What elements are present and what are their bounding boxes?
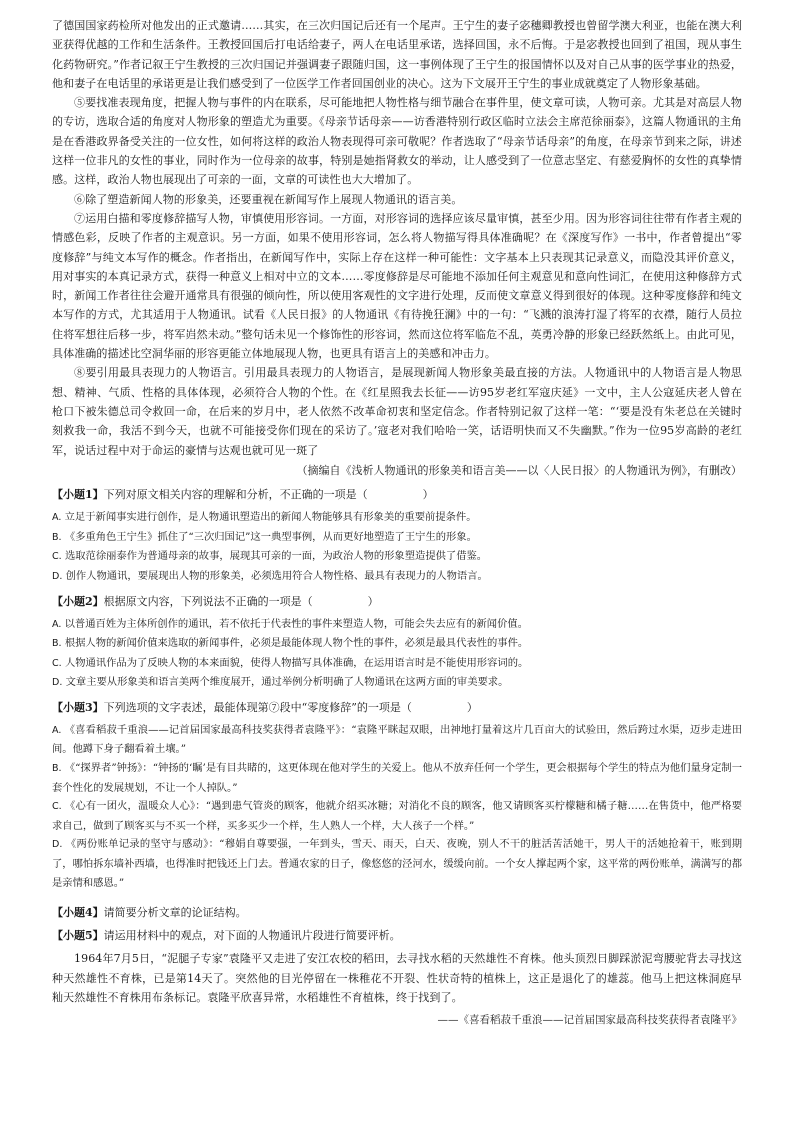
question-2 xyxy=(52,592,742,693)
q2-option-d-text: 文章主要从形象美和语言美两个维度展开，通过举例分析明确了人物通讯在这两方面的审美要求。 xyxy=(65,676,509,689)
q3-option-d-text: 《两份账单记录的坚守与感动》：“穆娟自尊要强，一年到头，雪天、雨天，白天、夜晚，别人不干的脏活苦活她干，男人干的活她抢着干，账到期了，哪怕拆东墙补西墙，也得准时把钱还上门去。普通农家的日子，像悠悠的泾河水，缓缓向前。一个女人撑起两个家，这平常的两份账单，满满写的都是亲情和感恩。” xyxy=(52,838,742,889)
excerpt-text: 1964年7月5日，“泥腿子专家”袁隆平又走进了安江农校的稻田，去寻找水稻的天然雄性不育株。他头顶烈日脚踩淤泥弯腰驼背去寻找这种天然雄性不育株，已是第14天了。突然他的目光停留在一株稚花不开裂、性状奇特的植株上，这正是退化了的雄蕊。他马上把这株洞庭早籼天然雄性不育株用布条标记。袁隆平欣喜异常，水稻雄性不育植株，终于找到了。 xyxy=(52,952,742,1004)
q3-option-b xyxy=(52,759,742,797)
q1-option-a-letter: A. xyxy=(52,512,62,524)
article-body xyxy=(52,16,742,480)
q1-option-a xyxy=(52,508,742,528)
question-4-text: 请简要分析文章的论证结构。 xyxy=(103,906,247,920)
paragraph-5: ⑤要找准表现角度，把握人物与事件的内在联系，尽可能地把人物性格与细节融合在事件里，使文章可读，人物可亲。尤其是对高层人物的专访，选取合适的角度对人物形象的塑造尤为重要。《母亲节话母亲——访香港特别行政区临时立法会主席范徐丽泰》，这篇人物通讯的主角是在香港政界备受关注的一位女性，如何将这样的政治人物表现得可亲可敬呢？作者选取了“母亲节话母亲”的角度，在母亲节到来之际，讲述这样一位非凡的女性的事业，同时作为一位母亲的故事，特别是她指肾救女的举动，让人感受到了一位意志坚定、有慈爱胸怀的女性的真挚情感。这样，政治人物也展现出了可亲的一面，文章的可读性也大大增加了。 xyxy=(52,96,742,187)
question-3 xyxy=(52,698,742,892)
paragraph-6: ⑥除了塑造新闻人物的形象美，还要重视在新闻写作上展现人物通讯的语言美。 xyxy=(74,192,463,206)
q2-option-b-text: 根据人物的新闻价值来选取的新闻事件，必须是最能体现人物个性的事件，必须是最具代表性的事件。 xyxy=(64,637,529,650)
question-3-text: 下列选项的文字表述，最能体现第⑦段中“零度修辞”的一项是（ ） xyxy=(103,700,478,714)
excerpt-source: ——《喜看稻菽千重浪——记首届国家最高科技奖获得者袁隆平》 xyxy=(437,1014,742,1027)
q3-option-b-letter: B. xyxy=(52,763,62,775)
q3-option-d xyxy=(52,835,742,892)
q1-option-b xyxy=(52,528,742,548)
question-2-stem xyxy=(52,592,742,611)
q3-option-a-text: 《喜看稻菽千重浪——记首届国家最高科技奖获得者袁隆平》：“袁隆平眯起双眼，出神地打量着这片几百亩大的试验田，然后跨过水渠，迈步走进田间。他蹲下身子翻看着土壤。” xyxy=(52,723,742,756)
paragraph-7: ⑦运用白描和零度修辞描写人物，审慎使用形容词。一方面，对形容词的选择应该尽量审慎，甚至少用。因为形容词往往带有作者主观的情感色彩，反映了作者的主观意识。另一方面，如果不使用形容词，怎么将人物描写得具体准确呢？在《深度写作》一书中，作者曾提出“零度修辞”与纯文本写作的概念。作者指出，在新闻写作中，实际上存在这样一种可能性：文字基本上只表现其记录意义，而隐没其评价意义，用对事实的本真记录方式，获得一种意义上相对中立的文本……零度修辞是尽可能地不添加任何主观意见和意向性词汇，在使用这种修辞方式时，新闻工作者往往会避开通常具有很强的倾向性，所以使用客观性的文字进行处理，反而使文章意义得到很好的体现。这种零度修辞和纯文本写作的方式，尤其适用于人物通讯。试看《人民日报》的人物通讯《有待挽狂澜》中的一句：“飞溅的浪涛打湿了将军的衣襟，随行人员拉住将军想往后移一步，将军岿然未动。”整句话未见一个修饰性的形容词，然而这位将军临危不乱，英勇冷静的形象已经跃然纸上。由此可见，具体准确的描述比空洞华丽的形容更能立体地展现人物，也更具有语言上的美感和冲击力。 xyxy=(52,211,742,361)
q3-option-a-letter: A. xyxy=(52,724,62,736)
q2-option-d xyxy=(52,673,742,693)
q2-option-c-letter: C. xyxy=(52,657,62,669)
q2-option-a xyxy=(52,615,742,635)
q2-option-c xyxy=(52,654,742,674)
q2-option-a-letter: A. xyxy=(52,618,62,630)
question-2-label: 【小题2】 xyxy=(52,594,104,608)
q2-option-b xyxy=(52,634,742,654)
question-1-stem xyxy=(52,485,742,504)
question-5-text: 请运用材料中的观点，对下面的人物通讯片段进行简要评析。 xyxy=(103,929,401,943)
q1-option-c-text: 选取范徐丽泰作为普通母亲的故事，展现其可亲的一面，为政治人物的形象塑造提供了借鉴。 xyxy=(64,550,488,563)
q1-option-c-letter: C. xyxy=(52,551,62,563)
question-3-label: 【小题3】 xyxy=(52,700,104,714)
q1-option-d-letter: D. xyxy=(52,570,63,582)
question-5-stem xyxy=(52,926,742,945)
question-5-label: 【小题5】 xyxy=(52,929,104,943)
question-1-label: 【小题1】 xyxy=(52,488,104,502)
q3-option-b-text: 《“探界者”钟扬》：“钟扬的‘瞩’是有目共睹的，这更体现在他对学生的关爱上。他从不放弃任何一个学生，更会根据每个学生的特点为他们量身定制一套个性化的发展规划，不让一个人掉队。” xyxy=(52,762,742,794)
q3-option-c xyxy=(52,797,742,835)
q1-option-d-text: 创作人物通讯，要展现出人物的形象美，必须选用符合人物性格、最具有表现力的人物语言。 xyxy=(65,569,488,582)
article-attribution: （摘编自《浅析人物通讯的形象美和语言美——以〈人民日报〉的人物通讯为例》，有删改） xyxy=(296,463,742,477)
question-4-label: 【小题4】 xyxy=(52,906,104,920)
question-1-text: 下列对原文相关内容的理解和分析，不正确的一项是（ ） xyxy=(103,488,434,502)
q2-option-c-text: 人物通讯作品为了反映人物的本来面貌，使得人物描写具体准确，在运用语言时是不能使用形容词的。 xyxy=(64,656,529,669)
question-3-stem xyxy=(52,698,742,717)
q2-option-a-text: 以普通百姓为主体所创作的通讯，若不依托于代表性的事件来塑造人物，可能会失去应有的新闻价值。 xyxy=(64,617,528,630)
q3-option-a xyxy=(52,721,742,759)
q3-option-d-letter: D. xyxy=(52,839,63,851)
q3-option-c-letter: C. xyxy=(52,801,62,813)
question-2-text: 根据原文内容，下列说法不正确的一项是（ ） xyxy=(103,594,379,608)
q1-option-b-letter: B. xyxy=(52,531,62,543)
question-4 xyxy=(52,903,742,922)
paragraph-continuation: 了德国国家药检所对他发出的正式邀请……其实，在三次归国记后还有一个尾声。王宁生的妻子宓穗卿教授也曾留学澳大利亚，也能在澳大利亚获得优越的工作和生活条件。王教授回国后打电话给妻子，两人在电话里承诺，选择回国，永不后悔。于是宓教授也回到了祖国，现从事生化药物研究。”作者记叙王宁生教授的三次归国记并强调妻子跟随归国，这一事例体现了王宁生的报国情怀以及对自己从事的医学事业的热爱，他和妻子在电话里的承诺更是让我们感受到了一位医学工作者回国创业的决心。这为下文展开王宁生的事业成就奠定了人物形象基础。 xyxy=(52,19,742,90)
q2-option-b-letter: B. xyxy=(52,638,62,650)
q1-option-b-text: 《多重角色王宁生》抓住了“三次归国记”这一典型事例，从而更好地塑造了王宁生的形象。 xyxy=(64,530,477,543)
question-5 xyxy=(52,926,742,1030)
spacer xyxy=(52,892,742,898)
question-4-stem xyxy=(52,903,742,922)
q1-option-a-text: 立足于新闻事实进行创作，是人物通讯塑造出的新闻人物能够具有形象美的重要前提条件。 xyxy=(64,511,477,524)
q3-option-c-text: 《心有一团火，温暖众人心》：“遇到患气管炎的顾客，他就介绍买冰糖；对消化不良的顾客，他又请顾客买柠檬糖和橘子糖……在售货中，他严格要求自己，做到了顾客买与不买一个样，买多买少一个样，生人熟人一个样，大人孩子一个样。” xyxy=(52,800,742,832)
q2-option-d-letter: D. xyxy=(52,677,63,689)
question-1 xyxy=(52,485,742,586)
q1-option-d xyxy=(52,567,742,587)
q1-option-c xyxy=(52,547,742,567)
paragraph-8: ⑧要引用最具表现力的人物语言。引用最具表现力的人物语言，是展现新闻人物形象美最直接的方法。人物通讯中的人物语言是人物思想、精神、气质、性格的具体体现，必须符合人物的个性。在《红星照我去长征——访95岁老红军寇庆延》一文中，主人公寇延庆老人曾在枪口下被朱德总司令救回一命，在后来的岁月中，老人依然不改革命初衷和坚定信念。作者特别记叙了这样一笔：“‘要是没有朱老总在关键时刻救我一命，我活不到今天，也就不可能接受你们现在的采访了。’寇老对我们哈哈一笑，话语明快而又不失幽默。”作为一位95岁高龄的老红军，说话过程中对于命运的豪情与达观也就可见一斑了 xyxy=(52,366,742,457)
